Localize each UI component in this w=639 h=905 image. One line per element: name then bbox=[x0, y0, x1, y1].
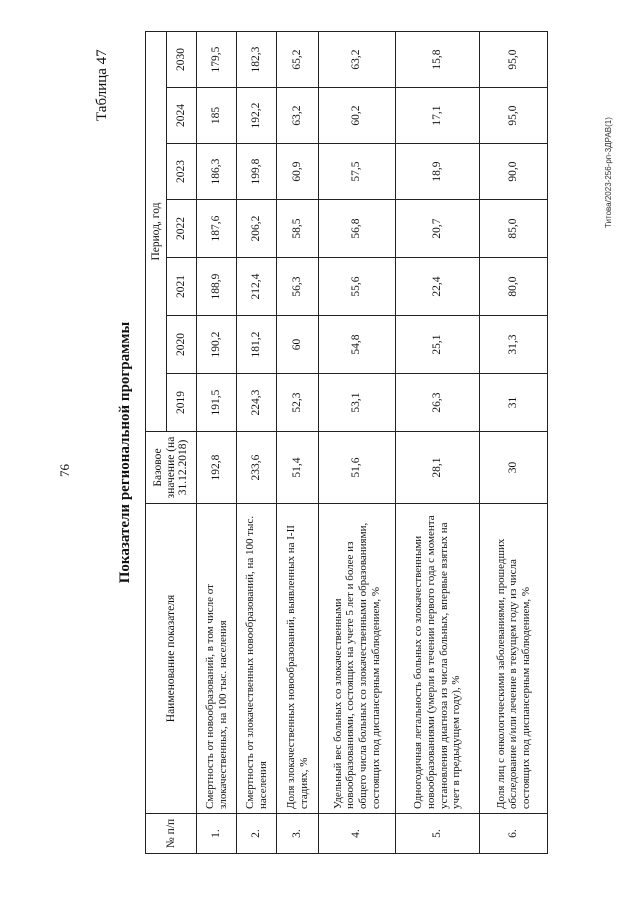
year-value: 187,6 bbox=[197, 200, 237, 258]
base-value: 192,8 bbox=[197, 432, 237, 504]
year-value: 17,1 bbox=[396, 88, 480, 144]
indicators-table bbox=[145, 31, 548, 854]
header-year: 2024 bbox=[167, 88, 197, 144]
year-value: 95,0 bbox=[480, 88, 548, 144]
base-value: 51,4 bbox=[277, 432, 319, 504]
year-value: 182,3 bbox=[237, 32, 277, 88]
year-value: 60,2 bbox=[319, 88, 396, 144]
year-value: 55,6 bbox=[319, 258, 396, 316]
year-value: 190,2 bbox=[197, 316, 237, 374]
year-value: 85,0 bbox=[480, 200, 548, 258]
year-value: 188,9 bbox=[197, 258, 237, 316]
year-value: 20,7 bbox=[396, 200, 480, 258]
base-value: 30 bbox=[480, 432, 548, 504]
header-year: 2021 bbox=[167, 258, 197, 316]
year-value: 181,2 bbox=[237, 316, 277, 374]
year-value: 191,5 bbox=[197, 374, 237, 432]
table-row bbox=[277, 32, 319, 854]
table-row bbox=[396, 32, 480, 854]
year-value: 63,2 bbox=[277, 88, 319, 144]
indicator-name: Доля злокачественных новообразований, выявленных на I-II стадиях, % bbox=[277, 504, 319, 814]
base-value: 233,6 bbox=[237, 432, 277, 504]
table-row bbox=[197, 32, 237, 854]
base-value: 28,1 bbox=[396, 432, 480, 504]
year-value: 26,3 bbox=[396, 374, 480, 432]
header-period: Период, год bbox=[146, 32, 167, 432]
year-value: 224,3 bbox=[237, 374, 277, 432]
year-value: 90,0 bbox=[480, 144, 548, 200]
header-num: № п/п bbox=[146, 814, 197, 854]
year-value: 192,2 bbox=[237, 88, 277, 144]
row-number: 1. bbox=[197, 814, 237, 854]
table-row bbox=[237, 32, 277, 854]
year-value: 57,5 bbox=[319, 144, 396, 200]
year-value: 80,0 bbox=[480, 258, 548, 316]
year-value: 65,2 bbox=[277, 32, 319, 88]
header-year: 2022 bbox=[167, 200, 197, 258]
indicator-name: Удельный вес больных со злокачественными новообразованиями, состоящих на учете 5 лет и более из общего числа больных со злокачественными образованиями, состоящих под диспансерным наблюдением, % bbox=[319, 504, 396, 814]
row-number: 3. bbox=[277, 814, 319, 854]
header-base-value: Базовое значение (на 31.12.2018) bbox=[146, 432, 197, 504]
table-body bbox=[197, 32, 548, 854]
row-number: 4. bbox=[319, 814, 396, 854]
row-number: 5. bbox=[396, 814, 480, 854]
row-number: 2. bbox=[237, 814, 277, 854]
year-value: 95,0 bbox=[480, 32, 548, 88]
year-value: 15,8 bbox=[396, 32, 480, 88]
year-value: 206,2 bbox=[237, 200, 277, 258]
year-value: 18,9 bbox=[396, 144, 480, 200]
year-value: 60 bbox=[277, 316, 319, 374]
footer-code: Титова/2023-256-рп-3ДРАВ(1) bbox=[604, 117, 613, 228]
indicator-name: Одногодичная летальность больных со злокачественными новообразованиями (умерли в течении первого года с момента установления диагноза из числа больных, впервые взятых на учет в предыдущем году), % bbox=[396, 504, 480, 814]
base-value: 51,6 bbox=[319, 432, 396, 504]
year-value: 199,8 bbox=[237, 144, 277, 200]
header-year: 2019 bbox=[167, 374, 197, 432]
year-value: 56,8 bbox=[319, 200, 396, 258]
year-value: 58,5 bbox=[277, 200, 319, 258]
year-value: 60,9 bbox=[277, 144, 319, 200]
header-year: 2023 bbox=[167, 144, 197, 200]
year-value: 212,4 bbox=[237, 258, 277, 316]
year-value: 31,3 bbox=[480, 316, 548, 374]
year-value: 25,1 bbox=[396, 316, 480, 374]
row-number: 6. bbox=[480, 814, 548, 854]
indicator-name: Доля лиц с онкологическими заболеваниями, прошедших обследование и/или лечение в текущем году из числа состоящих под диспансерным наблюдением, % bbox=[480, 504, 548, 814]
table-row bbox=[319, 32, 396, 854]
year-value: 186,3 bbox=[197, 144, 237, 200]
indicator-name: Смертность от злокачественных новообразований, на 100 тыс. населения bbox=[237, 504, 277, 814]
year-value: 63,2 bbox=[319, 32, 396, 88]
table-row bbox=[480, 32, 548, 854]
header-year: 2030 bbox=[167, 32, 197, 88]
table-caption: Таблица 47 bbox=[94, 49, 110, 121]
indicator-name: Смертность от новообразований, в том числе от злокачественных, на 100 тыс. населения bbox=[197, 504, 237, 814]
year-value: 179,5 bbox=[197, 32, 237, 88]
year-value: 22,4 bbox=[396, 258, 480, 316]
year-value: 53,1 bbox=[319, 374, 396, 432]
year-value: 31 bbox=[480, 374, 548, 432]
page-number: 76 bbox=[57, 464, 72, 477]
document-title: Показатели региональной программы bbox=[117, 321, 133, 584]
year-value: 52,3 bbox=[277, 374, 319, 432]
year-value: 56,3 bbox=[277, 258, 319, 316]
year-value: 185 bbox=[197, 88, 237, 144]
year-value: 54,8 bbox=[319, 316, 396, 374]
header-name: Наименование показателя bbox=[146, 504, 197, 814]
header-year: 2020 bbox=[167, 316, 197, 374]
